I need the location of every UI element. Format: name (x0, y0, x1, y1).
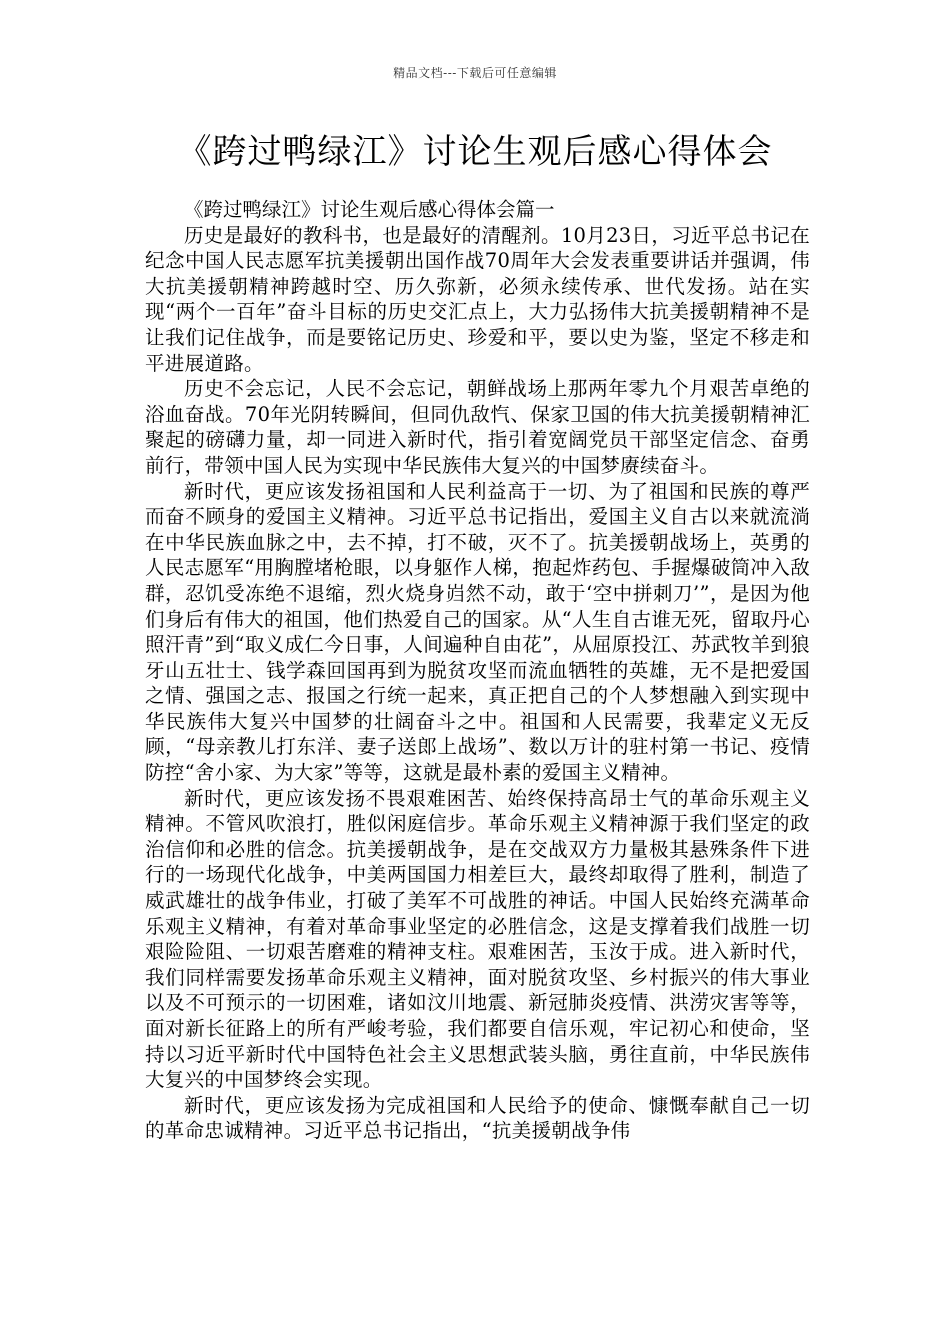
page-header: 精品文档---下载后可任意编辑 (393, 66, 557, 80)
paragraph-2: 历史不会忘记，人民不会忘记，朝鲜战场上那两年零九个月艰苦卓绝的浴血奋战。70年光阴转瞬间，但同仇敌忾、保家卫国的伟大抗美援朝精神汇聚起的磅礴力量，却一同进入新时代，指引着宽阔党员干部坚定信念、奋勇前行，带领中国人民为实现中华民族伟大复兴的中国梦赓续奋斗。 (145, 377, 810, 477)
section-title: 《跨过鸭绿江》讨论生观后感心得体会篇一 (184, 198, 555, 221)
paragraph-4: 新时代，更应该发扬不畏艰难困苦、始终保持高昂士气的革命乐观主义精神。不管风吹浪打，胜似闲庭信步。革命乐观主义精神源于我们坚定的政治信仰和必胜的信念。抗美援朝战争，是在交战双方力量极其悬殊条件下进行的一场现代化战争，中美两国国力相差巨大，最终却取得了胜利，制造了威武雄壮的战争伟业，打破了美军不可战胜的神话。中国人民始终充满革命乐观主义精神，有着对革命事业坚定的必胜信念，这是支撑着我们战胜一切艰险险阻、一切艰苦磨难的精神支柱。艰难困苦，玉汝于成。进入新时代，我们同样需要发扬革命乐观主义精神，面对脱贫攻坚、乡村振兴的伟大事业以及不可预示的一切困难，诸如汶川地震、新冠肺炎疫情、洪涝灾害等等，面对新长征路上的所有严峻考验，我们都要自信乐观，牢记初心和使命，坚持以习近平新时代中国特色社会主义思想武装头脑，勇往直前，中华民族伟大复兴的中国梦终会实现。 (145, 786, 810, 1092)
paragraph-1: 历史是最好的教科书，也是最好的清醒剂。10月23日，习近平总书记在纪念中国人民志愿军抗美援朝出国作战70周年大会发表重要讲话并强调，伟大抗美援朝精神跨越时空、历久弥新，必须永续传承、世代发扬。站在实现“两个一百年”奋斗目标的历史交汇点上，大力弘扬伟大抗美援朝精神不是让我们记住战争，而是要铭记历史、珍爱和平，要以史为鉴，坚定不移走和平进展道路。 (145, 223, 810, 375)
document-body (145, 197, 810, 1144)
paragraph-3: 新时代，更应该发扬祖国和人民利益高于一切、为了祖国和民族的尊严而奋不顾身的爱国主义精神。习近平总书记指出，爱国主义自古以来就流淌在中华民族血脉之中，去不掉，打不破，灭不了。抗美援朝战场上，英勇的人民志愿军“用胸膛堵枪眼，以身躯作人梯，抱起炸药包、手握爆破筒冲入敌群，忍饥受冻绝不退缩，烈火烧身岿然不动，敢于‘空中拼刺刀’”，是因为他们身后有伟大的祖国，他们热爱自己的国家。从“人生自古谁无死，留取丹心照汗青”到“取义成仁今日事，人间遍种自由花”，从屈原投江、苏武牧羊到狼牙山五壮士、钱学森回国再到为脱贫攻坚而流血牺牲的英雄，无不是把爱国之情、强国之志、报国之行统一起来，真正把自己的个人梦想融入到实现中华民族伟大复兴中国梦的壮阔奋斗之中。祖国和人民需要，我辈定义无反顾，“母亲教儿打东洋、妻子送郎上战场”、数以万计的驻村第一书记、疫情防控“舍小家、为大家”等等，这就是最朴素的爱国主义精神。 (145, 479, 810, 785)
document-title: 《跨过鸭绿江》讨论生观后感心得体会 (177, 132, 773, 172)
paragraph-5: 新时代，更应该发扬为完成祖国和人民给予的使命、慷慨奉献自己一切的革命忠诚精神。习近平总书记指出，“抗美援朝战争伟 (145, 1093, 810, 1143)
